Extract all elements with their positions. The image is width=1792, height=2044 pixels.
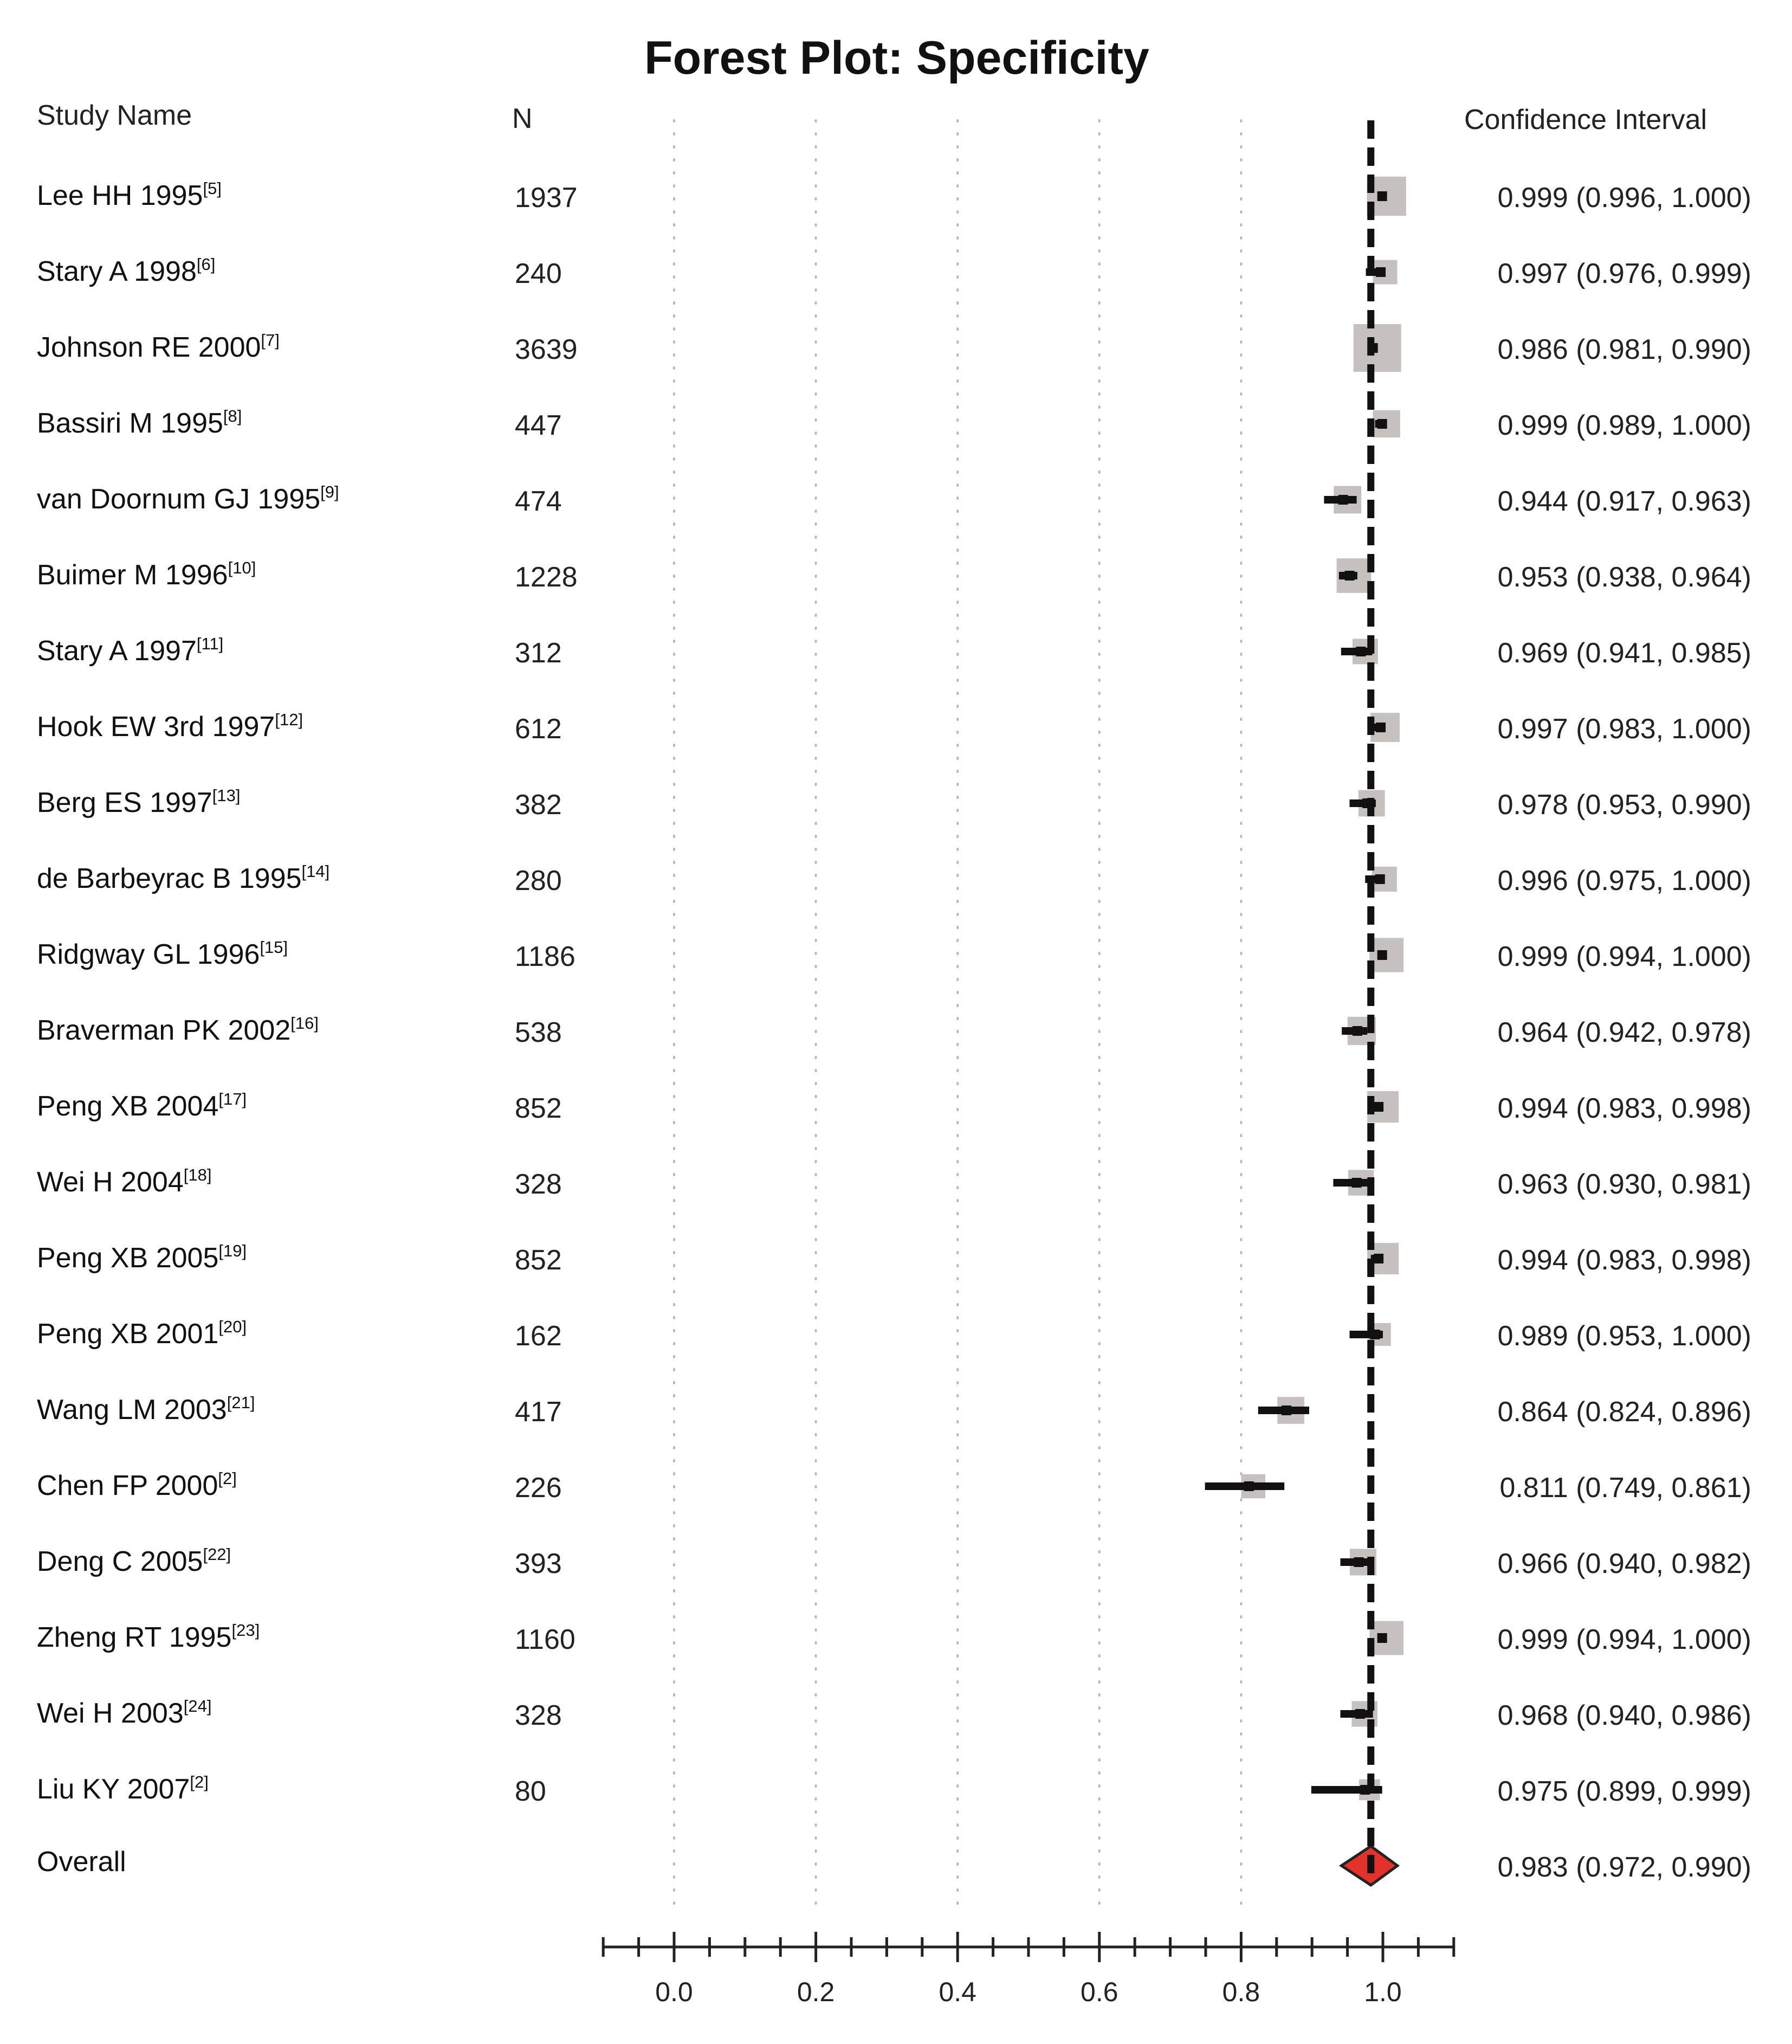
study-name-17 xyxy=(37,1393,255,1426)
study-reference: [2] xyxy=(190,1772,209,1791)
study-name-8 xyxy=(37,710,303,743)
study-reference: [10] xyxy=(228,558,256,577)
overall-label: Overall xyxy=(37,1846,126,1878)
study-reference: [12] xyxy=(275,710,303,729)
study-label: van Doornum GJ 1995 xyxy=(37,483,321,515)
point-estimate-6 xyxy=(1345,571,1355,581)
study-label: Stary A 1998 xyxy=(37,256,197,287)
header-confidence-interval: Confidence Interval xyxy=(1464,104,1707,136)
study-ci-7: 0.969 (0.941, 0.985) xyxy=(1497,637,1751,669)
study-n-11: 1186 xyxy=(515,941,575,972)
study-ci-9: 0.978 (0.953, 0.990) xyxy=(1497,789,1751,821)
point-estimate-1 xyxy=(1377,191,1387,201)
study-label: Hook EW 3rd 1997 xyxy=(37,711,275,743)
point-estimate-13 xyxy=(1374,1102,1383,1112)
study-label: Peng XB 2005 xyxy=(37,1242,219,1274)
study-reference: [24] xyxy=(183,1697,212,1716)
study-n-20: 1160 xyxy=(515,1624,575,1655)
point-estimate-8 xyxy=(1376,723,1386,732)
study-ci-6: 0.953 (0.938, 0.964) xyxy=(1497,562,1751,593)
x-tick-label-0.2: 0.2 xyxy=(797,1977,835,2007)
study-reference: [14] xyxy=(301,862,330,881)
study-ci-16: 0.989 (0.953, 1.000) xyxy=(1497,1320,1751,1352)
study-label: Peng XB 2001 xyxy=(37,1318,219,1350)
study-reference: [15] xyxy=(260,938,288,957)
study-name-15 xyxy=(37,1241,247,1274)
study-label: Berg ES 1997 xyxy=(37,787,212,818)
study-reference: [19] xyxy=(218,1241,247,1260)
study-ci-20: 0.999 (0.994, 1.000) xyxy=(1497,1624,1751,1655)
study-n-22: 80 xyxy=(515,1776,546,1807)
study-label: Buimer M 1996 xyxy=(37,559,228,591)
study-n-18: 226 xyxy=(515,1472,562,1504)
chart-title: Forest Plot: Specificity xyxy=(644,32,1149,84)
study-reference: [18] xyxy=(183,1165,212,1184)
study-name-5 xyxy=(37,482,339,515)
study-reference: [8] xyxy=(223,407,242,425)
point-estimate-17 xyxy=(1282,1405,1291,1415)
point-estimate-14 xyxy=(1352,1178,1362,1188)
study-ci-3: 0.986 (0.981, 0.990) xyxy=(1497,334,1751,365)
study-reference: [7] xyxy=(261,331,280,350)
study-name-13 xyxy=(37,1089,247,1122)
point-estimate-5 xyxy=(1338,495,1348,505)
study-n-15: 852 xyxy=(515,1245,562,1276)
study-n-9: 382 xyxy=(515,789,562,821)
study-label: Deng C 2005 xyxy=(37,1546,203,1577)
study-reference: [23] xyxy=(231,1621,260,1640)
study-ci-12: 0.964 (0.942, 0.978) xyxy=(1497,1017,1751,1048)
study-name-2 xyxy=(37,255,215,287)
point-estimate-4 xyxy=(1377,419,1387,429)
study-label: Lee HH 1995 xyxy=(37,180,203,211)
study-label: Braverman PK 2002 xyxy=(37,1015,291,1046)
study-ci-11: 0.999 (0.994, 1.000) xyxy=(1497,941,1751,972)
study-name-19 xyxy=(37,1545,231,1577)
study-n-8: 612 xyxy=(515,713,562,745)
study-n-19: 393 xyxy=(515,1548,562,1579)
study-reference: [9] xyxy=(320,482,339,501)
header-n: N xyxy=(512,103,533,134)
point-estimate-18 xyxy=(1244,1481,1254,1491)
study-ci-14: 0.963 (0.930, 0.981) xyxy=(1497,1169,1751,1200)
study-reference: [16] xyxy=(290,1014,319,1033)
study-n-14: 328 xyxy=(515,1169,562,1200)
point-estimate-11 xyxy=(1377,950,1387,960)
study-name-20 xyxy=(37,1621,260,1653)
study-reference: [2] xyxy=(218,1469,237,1488)
study-name-16 xyxy=(37,1317,247,1350)
study-reference: [21] xyxy=(227,1393,255,1412)
study-name-11 xyxy=(37,938,288,970)
study-ci-15: 0.994 (0.983, 0.998) xyxy=(1497,1245,1751,1276)
study-reference: [20] xyxy=(218,1317,247,1336)
study-n-4: 447 xyxy=(515,410,562,441)
study-n-2: 240 xyxy=(515,258,562,289)
study-n-12: 538 xyxy=(515,1017,562,1048)
study-name-12 xyxy=(37,1014,319,1046)
point-estimate-21 xyxy=(1355,1709,1365,1719)
study-reference: [6] xyxy=(196,255,216,274)
study-name-18 xyxy=(37,1469,237,1501)
study-n-1: 1937 xyxy=(515,182,578,214)
study-n-5: 474 xyxy=(515,486,562,517)
study-ci-21: 0.968 (0.940, 0.986) xyxy=(1497,1700,1751,1731)
study-reference: [22] xyxy=(203,1545,231,1564)
header-study-name: Study Name xyxy=(37,100,192,131)
study-name-3 xyxy=(37,331,280,363)
point-estimate-10 xyxy=(1375,874,1385,884)
study-ci-18: 0.811 (0.749, 0.861) xyxy=(1499,1472,1751,1504)
study-n-16: 162 xyxy=(515,1320,562,1352)
study-name-7 xyxy=(37,634,223,667)
study-n-13: 852 xyxy=(515,1093,562,1124)
study-label: Peng XB 2004 xyxy=(37,1091,219,1122)
study-reference: [17] xyxy=(218,1089,247,1108)
point-estimate-15 xyxy=(1374,1254,1383,1263)
x-tick-label-0.4: 0.4 xyxy=(939,1977,976,2007)
study-n-17: 417 xyxy=(515,1396,562,1428)
study-label: Liu KY 2007 xyxy=(37,1774,190,1805)
study-name-22 xyxy=(37,1772,209,1805)
point-estimate-19 xyxy=(1354,1557,1364,1567)
study-name-6 xyxy=(37,558,256,591)
study-ci-10: 0.996 (0.975, 1.000) xyxy=(1497,865,1751,897)
study-ci-17: 0.864 (0.824, 0.896) xyxy=(1497,1396,1751,1428)
study-reference: [13] xyxy=(212,786,241,805)
overall-ci: 0.983 (0.972, 0.990) xyxy=(1497,1852,1751,1883)
study-n-3: 3639 xyxy=(515,334,578,365)
study-label: Zheng RT 1995 xyxy=(37,1622,232,1653)
study-n-7: 312 xyxy=(515,637,562,669)
study-ci-2: 0.997 (0.976, 0.999) xyxy=(1497,258,1751,289)
study-ci-5: 0.944 (0.917, 0.963) xyxy=(1497,486,1751,517)
study-ci-13: 0.994 (0.983, 0.998) xyxy=(1497,1093,1751,1124)
point-estimate-7 xyxy=(1356,647,1366,656)
study-n-10: 280 xyxy=(515,865,562,897)
study-n-6: 1228 xyxy=(515,562,578,593)
point-estimate-20 xyxy=(1377,1633,1387,1643)
study-label: Stary A 1997 xyxy=(37,635,197,667)
x-tick-label-0.0: 0.0 xyxy=(655,1977,693,2007)
study-ci-22: 0.975 (0.899, 0.999) xyxy=(1497,1776,1751,1807)
x-tick-label-0.6: 0.6 xyxy=(1081,1977,1118,2007)
study-label: Wang LM 2003 xyxy=(37,1394,227,1426)
point-estimate-2 xyxy=(1376,267,1386,277)
study-ci-19: 0.966 (0.940, 0.982) xyxy=(1497,1548,1751,1579)
study-ci-1: 0.999 (0.996, 1.000) xyxy=(1497,182,1751,214)
study-reference: [11] xyxy=(196,634,224,653)
study-label: Ridgway GL 1996 xyxy=(37,939,260,970)
point-estimate-12 xyxy=(1353,1026,1362,1036)
study-label: Wei H 2004 xyxy=(37,1166,184,1198)
study-ci-8: 0.997 (0.983, 1.000) xyxy=(1497,713,1751,745)
study-label: Bassiri M 1995 xyxy=(37,408,223,439)
study-label: Wei H 2003 xyxy=(37,1698,184,1729)
x-tick-label-0.8: 0.8 xyxy=(1222,1977,1260,2007)
x-tick-label-1.0: 1.0 xyxy=(1364,1977,1402,2007)
study-name-9 xyxy=(37,786,241,818)
study-label: Chen FP 2000 xyxy=(37,1470,218,1501)
study-n-21: 328 xyxy=(515,1700,562,1731)
study-label: de Barbeyrac B 1995 xyxy=(37,863,302,894)
study-name-1 xyxy=(37,179,222,211)
study-reference: [5] xyxy=(203,179,222,198)
study-name-10 xyxy=(37,862,329,894)
study-label: Johnson RE 2000 xyxy=(37,332,261,363)
study-ci-4: 0.999 (0.989, 1.000) xyxy=(1497,410,1751,441)
study-name-4 xyxy=(37,407,242,439)
